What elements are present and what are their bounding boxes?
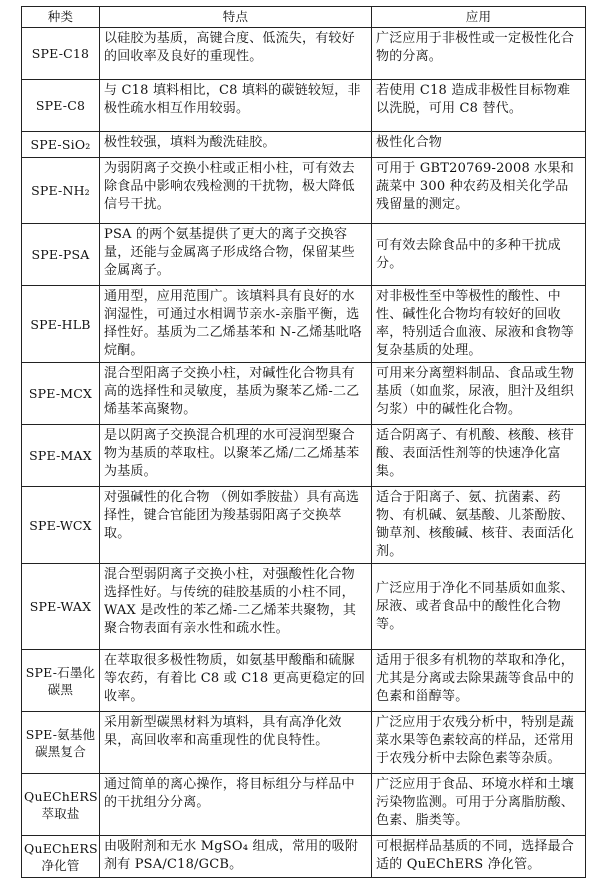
application-cell: 对非极性至中等极性的酸性、中性、碱性化合物均有较好的回收率，特别适合血液、尿液和食物等复杂基质的处理。	[372, 286, 586, 363]
table-row	[22, 132, 586, 158]
type-cell: SPE-MAX	[22, 425, 100, 487]
table-row	[22, 564, 586, 650]
feature-cell: 与 C18 填料相比，C8 填料的碳链较短，非极性疏水相互作用较弱。	[100, 80, 372, 132]
feature-cell: 混合型弱阴离子交换小柱，对强酸性化合物选择性好。与传统的硅胶基质的小柱不同，WAX 是改性的苯乙烯-二乙烯苯共聚物，其聚合物表面有亲水性和疏水性。	[100, 564, 372, 650]
table-row	[22, 224, 586, 286]
table-row	[22, 286, 586, 363]
feature-cell: 对强碱性的化合物 （例如季胺盐）具有高选择性，键合官能团为羧基弱阳离子交换萃取。	[100, 487, 372, 564]
feature-cell: 混合型阳离子交换小柱，对碱性化合物具有高的选择性和灵敏度，基质为聚苯乙烯-二乙烯基苯高聚物。	[100, 363, 372, 425]
header-feature: 特点	[100, 7, 372, 28]
spe-comparison-table	[21, 6, 586, 878]
feature-cell: 为弱阴离子交换小柱或正相小柱，可有效去除食品中影响农残检测的干扰物，极大降低信号干扰。	[100, 158, 372, 224]
feature-cell: 是以阴离子交换混合机理的水可浸润型聚合物为基质的萃取柱。以聚苯乙烯/二乙烯基苯为基质。	[100, 425, 372, 487]
type-cell: SPE-PSA	[22, 224, 100, 286]
type-cell: QuEChERS 净化管	[22, 836, 100, 878]
type-cell: SPE-MCX	[22, 363, 100, 425]
table-wrapper	[21, 6, 585, 878]
table-row	[22, 158, 586, 224]
application-cell: 可根据样品基质的不同，选择最合适的 QuEChERS 净化管。	[372, 836, 586, 878]
feature-cell: 极性较强，填料为酸洗硅胶。	[100, 132, 372, 158]
application-cell: 可用于 GBT20769-2008 水果和蔬菜中 300 种农药及相关化学品残留量的测定。	[372, 158, 586, 224]
type-cell: SPE-石墨化碳黑	[22, 650, 100, 712]
type-cell: SPE-氨基他碳黑复合	[22, 712, 100, 774]
table-row	[22, 80, 586, 132]
application-cell: 若使用 C18 造成非极性目标物难以洗脱，可用 C8 替代。	[372, 80, 586, 132]
application-cell: 极性化合物	[372, 132, 586, 158]
header-application: 应用	[372, 7, 586, 28]
type-cell: SPE-C18	[22, 28, 100, 80]
table-row	[22, 28, 586, 80]
application-cell: 适合阴离子、有机酸、核酸、核苷酸、表面活性剂等的快速净化富集。	[372, 425, 586, 487]
header-type: 种类	[22, 7, 100, 28]
application-cell: 适用于很多有机物的萃取和净化，尤其是分离或去除果蔬等食品中的色素和甾醇等。	[372, 650, 586, 712]
table-row	[22, 425, 586, 487]
type-cell: SPE-C8	[22, 80, 100, 132]
type-cell: SPE-SiO₂	[22, 132, 100, 158]
feature-cell: 以硅胶为基质，高键合度、低流失，有较好的回收率及良好的重现性。	[100, 28, 372, 80]
application-cell: 可用来分离塑料制品、食品或生物基质（如血浆，尿液，胆汁及组织匀浆）中的碱性化合物。	[372, 363, 586, 425]
table-row	[22, 487, 586, 564]
table-row	[22, 650, 586, 712]
application-cell: 广泛应用于农残分析中，特别是蔬菜水果等色素较高的样品，还常用于农残分析中去除色素等杂质。	[372, 712, 586, 774]
type-cell: SPE-WAX	[22, 564, 100, 650]
application-cell: 广泛应用于非极性或一定极性化合物的分离。	[372, 28, 586, 80]
application-cell: 可有效去除食品中的多种干扰成分。	[372, 224, 586, 286]
feature-cell: PSA 的两个氨基提供了更大的离子交换容量，还能与金属离子形成络合物，保留某些金属离子。	[100, 224, 372, 286]
table-row	[22, 712, 586, 774]
feature-cell: 由吸附剂和无水 MgSO₄ 组成，常用的吸附剂有 PSA/C18/GCB。	[100, 836, 372, 878]
type-cell: SPE-HLB	[22, 286, 100, 363]
type-cell: SPE-WCX	[22, 487, 100, 564]
feature-cell: 在萃取很多极性物质，如氨基甲酸酯和硫脲等农药，有着比 C8 或 C18 更高更稳定的回收率。	[100, 650, 372, 712]
table-row	[22, 836, 586, 878]
application-cell: 广泛应用于食品、环境水样和土壤污染物监测。可用于分离脂肪酸、色素、脂类等。	[372, 774, 586, 836]
application-cell: 适合于阳离子、氨、抗菌素、药物、有机碱、氨基酸、儿茶酚胺、锄草剂、核酸碱、核苷、表面活化剂。	[372, 487, 586, 564]
header-row	[22, 7, 586, 28]
feature-cell: 通过简单的离心操作，将目标组分与样品中的干扰组分分离。	[100, 774, 372, 836]
type-cell: SPE-NH₂	[22, 158, 100, 224]
table-row	[22, 363, 586, 425]
type-cell: QuEChERS 萃取盐	[22, 774, 100, 836]
feature-cell: 采用新型碳黑材料为填料，具有高净化效果，高回收率和高重现性的优良特性。	[100, 712, 372, 774]
feature-cell: 通用型，应用范围广。该填料具有良好的水润湿性，可通过水相调节亲水-亲脂平衡，选择性好。基质为二乙烯基苯和 N-乙烯基吡咯烷酮。	[100, 286, 372, 363]
application-cell: 广泛应用于净化不同基质如血浆、尿液、或者食品中的酸性化合物等。	[372, 564, 586, 650]
table-row	[22, 774, 586, 836]
